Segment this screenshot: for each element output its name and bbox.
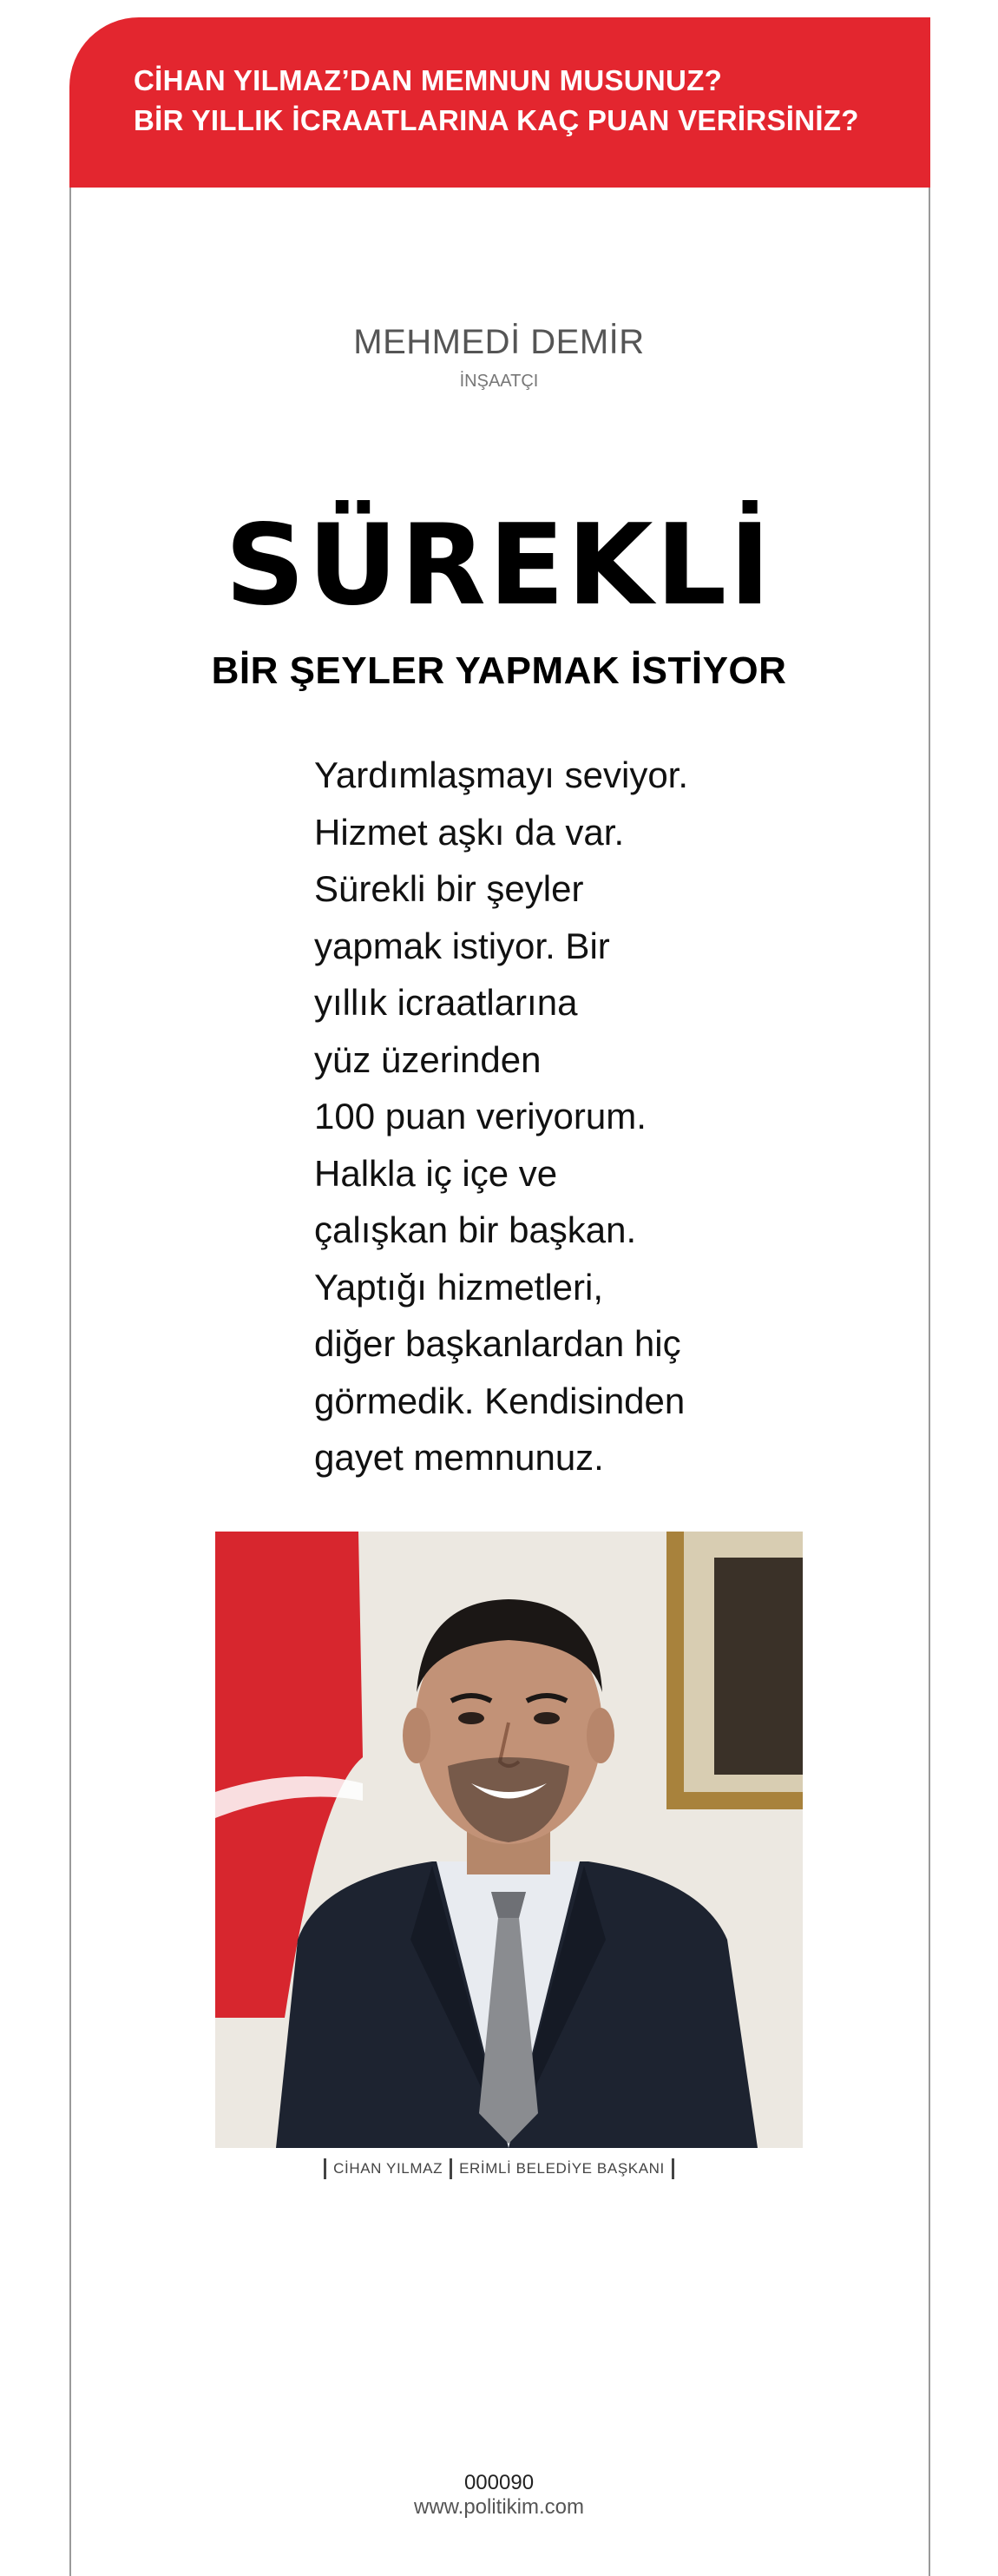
subheadline: BİR ŞEYLER YAPMAK İSTİYOR [211, 649, 787, 692]
caption-divider [450, 2158, 452, 2179]
caption-divider [324, 2158, 326, 2179]
banner-question-1: CİHAN YILMAZ’DAN MEMNUN MUSUNUZ? [134, 64, 723, 96]
quote-line: yapmak istiyor. Bir [314, 925, 610, 966]
quote-line: yıllık icraatlarına [314, 982, 578, 1023]
quote-line: görmedik. Kendisinden [314, 1380, 686, 1421]
respondent-occupation: İNŞAATÇI [459, 372, 539, 391]
quote-line: yüz üzerinden [314, 1038, 542, 1080]
quote-line: Sürekli bir şeyler [314, 868, 584, 909]
quote-line: Yardımlaşmayı seviyor. [314, 754, 689, 795]
quote-line: 100 puan veriyorum. [314, 1096, 647, 1136]
header-banner [69, 17, 930, 188]
caption-title: ERİMLİ BELEDİYE BAŞKANI [459, 2160, 665, 2177]
page-code: 000090 [463, 2471, 535, 2494]
mayor-portrait-photo [215, 1532, 803, 2148]
quote-line: Yaptığı hizmetleri, [314, 1266, 604, 1308]
portrait-illustration [215, 1532, 803, 2148]
banner-question-2: BİR YILLIK İCRAATLARINA KAÇ PUAN VERİRSİNİZ? [134, 104, 859, 136]
quote-line: Hizmet aşkı da var. [314, 811, 625, 853]
quote-text [314, 747, 713, 1486]
headline: SÜREKLİ [225, 501, 773, 630]
quote-line: çalışkan bir başkan. [314, 1209, 637, 1250]
caption-divider [672, 2158, 674, 2179]
respondent-name: MEHMEDİ DEMİR [353, 323, 645, 361]
quote-line: Halkla iç içe ve [314, 1152, 558, 1194]
website-footer: www.politikim.com [413, 2495, 585, 2519]
quote-line: gayet memnunuz. [314, 1437, 604, 1478]
caption-name: CİHAN YILMAZ [333, 2160, 443, 2177]
quote-line: diğer başkanlardan hiç [314, 1323, 681, 1364]
photo-caption [0, 2158, 998, 2179]
